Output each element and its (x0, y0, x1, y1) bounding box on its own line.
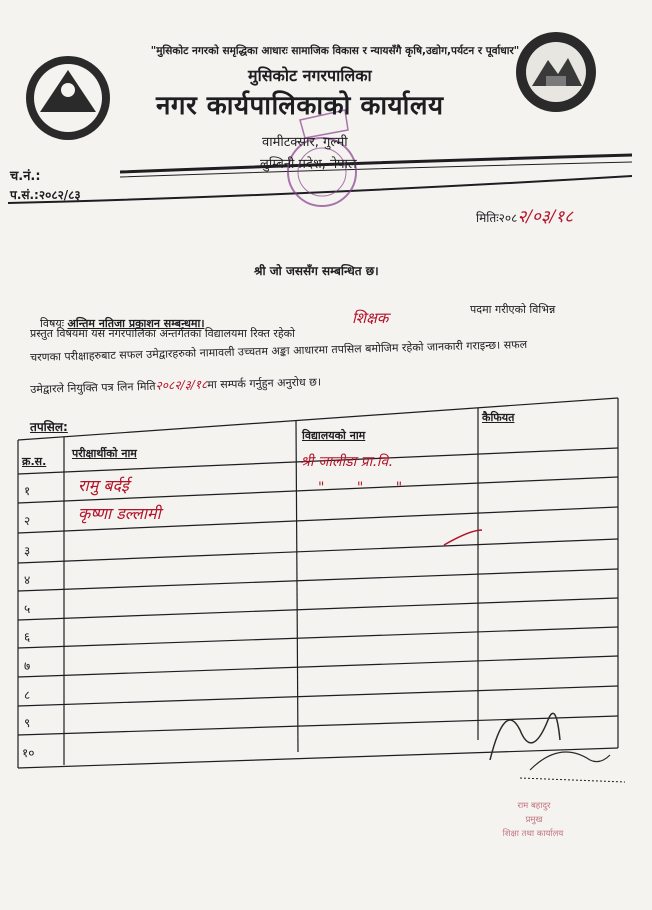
signature-stamp-line-3: शिक्षा तथा कार्यालय (502, 829, 564, 839)
header-remarks: कैफियत (482, 411, 515, 424)
date-handwritten: २/०३/१८ (517, 207, 574, 227)
row-sn: १ (24, 484, 31, 498)
subject-title: अन्तिम नतिजा प्रकाशन सम्बन्धमा। (67, 317, 205, 330)
body-line-2: चरणका परीक्षाहरुबाट सफल उमेद्वारहरुको नामावली उच्चतम अङ्का आधारमा तपसिल बमोजिम रहेको जानकारी गराइन्छ। सफल (30, 337, 528, 364)
office-title: नगर कार्यपालिकाको कार्यालय (156, 91, 444, 121)
row-sn: ६ (24, 630, 31, 644)
subject-suffix: पदमा गरीएको विभिन्न (470, 303, 556, 316)
row-sn: ८ (24, 688, 31, 702)
address-line-2: लुम्बिनी प्रदेश, नेपाल (260, 157, 357, 172)
fiscal-year-ref: प.सं.:२०८२/८३ (10, 188, 81, 202)
greeting: श्री जो जससँग सम्बन्धित छ। (254, 264, 379, 278)
right-logo-text: MUSIKOT MUNICIPALITY (532, 112, 580, 126)
body-line-1: प्रस्तुत विषयमा यस नगरपालिका अन्तर्गतका विद्यालयमा रिक्त रहेको (30, 327, 295, 340)
row-candidate-name: रामु बर्दई (78, 476, 129, 495)
post-handwritten: शिक्षक (352, 309, 389, 327)
header-sn: क्र.स. (22, 455, 47, 468)
row-candidate-name: कृष्णा डल्लामी (78, 504, 161, 523)
row-sn: ५ (24, 602, 31, 616)
table-caption: तपसिल: (30, 420, 68, 434)
header-name: परीक्षार्थीको नाम (72, 447, 137, 460)
date-line (476, 204, 573, 227)
row-sn: ४ (24, 573, 31, 587)
row-sn: ३ (24, 544, 31, 558)
signature-stamp-line-2: प्रमुख (525, 815, 543, 825)
body-line-3: उमेद्वारले नियुक्ति पत्र लिन मिति२०८२/३/१८मा सम्पर्क गर्नुहुन अनुरोध छ। (30, 375, 322, 396)
address-line-1: वामीटक्सार, गुल्मी (262, 135, 348, 150)
row-school-name: श्री जालीडा प्रा.वि. (300, 454, 393, 470)
date-label: मितिः२०८ (476, 211, 518, 225)
signature-stamp-line-1: राम बहादुर (517, 801, 551, 811)
row-sn: ७ (24, 659, 31, 673)
nepal-emblem-icon (26, 56, 110, 140)
chalani-number: च.नं.: (10, 169, 41, 184)
header-school: विद्यालयको नाम (302, 429, 366, 442)
appointment-date-handwritten: २०८२/३/१८ (155, 377, 208, 393)
row-school-name: " " " (318, 480, 417, 496)
header-motto: "मुसिकोट नगरको समृद्धिका आधारः सामाजिक विकास र न्यायसँगै कृषि,उद्योग,पर्यटन र पूर्वाधार" (150, 45, 520, 57)
municipality-name: मुसिकोट नगरपालिका (248, 66, 372, 85)
row-sn: ९ (24, 716, 31, 730)
subject-label: विषयः (40, 317, 64, 330)
row-sn: २ (24, 514, 31, 528)
signature-icon (490, 713, 560, 760)
row-sn: १० (22, 746, 35, 760)
